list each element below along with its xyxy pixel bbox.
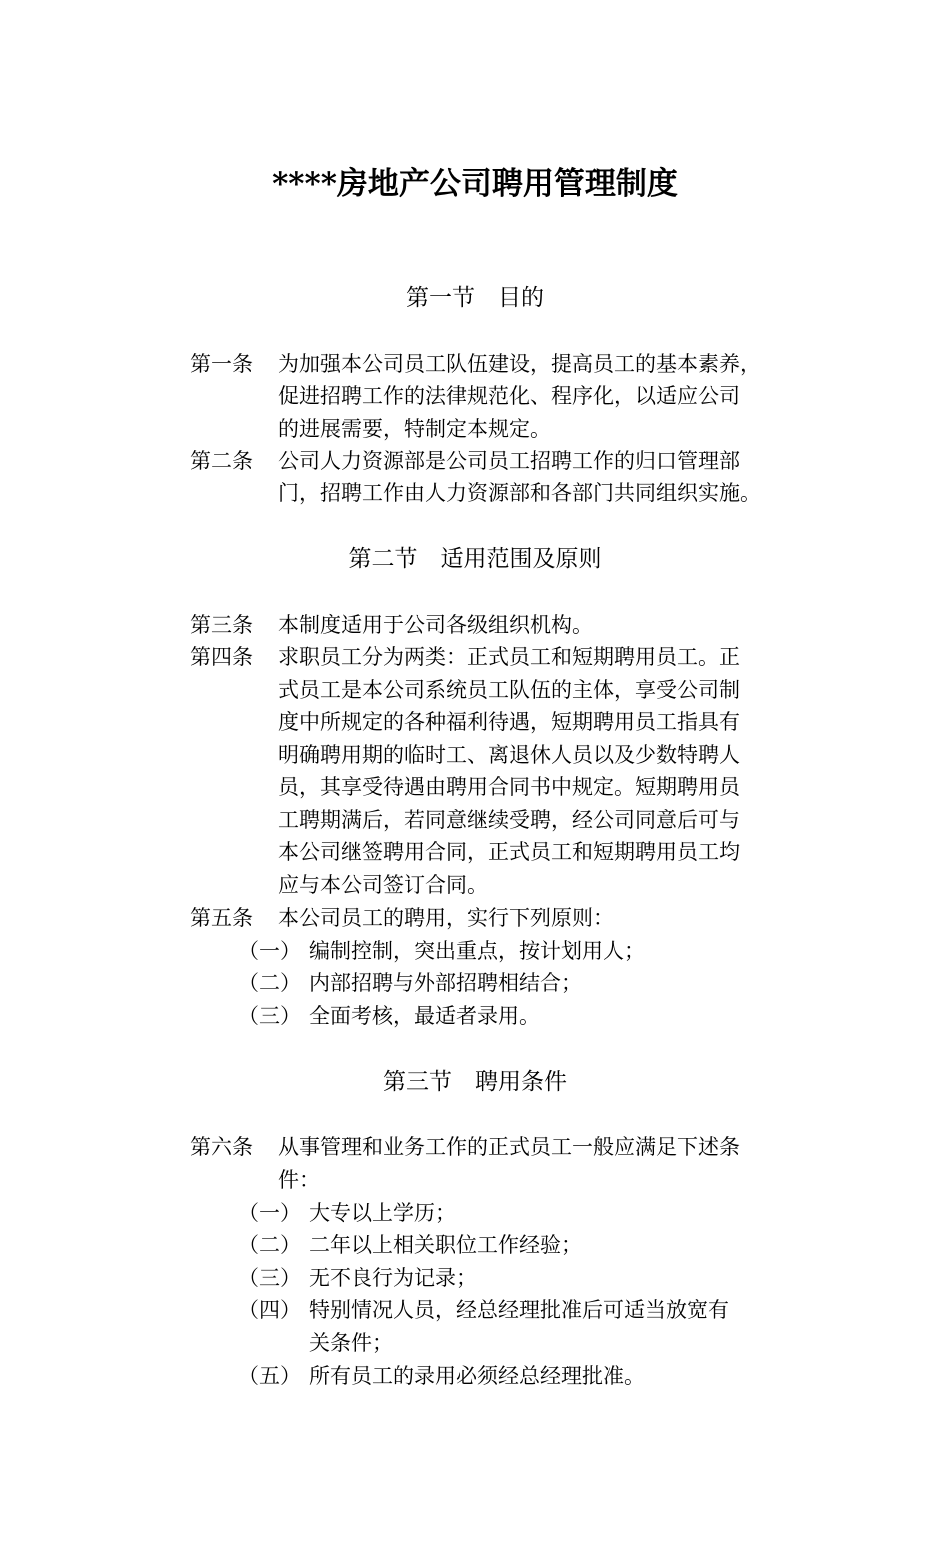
section-heading-1: 第一节 目的	[406, 285, 544, 311]
item-text: 大专以上学历；	[309, 1201, 456, 1225]
article-5-line-1: 本公司员工的聘用，实行下列原则：	[278, 906, 614, 930]
item-text: 无不良行为记录；	[309, 1266, 477, 1290]
article-4-line-5: 员，其享受待遇由聘用合同书中规定。短期聘用员	[278, 775, 740, 799]
article-label-3: 第三条	[190, 613, 253, 637]
item-label: （四）	[238, 1298, 301, 1322]
item-text: 全面考核，最适者录用。	[309, 1004, 540, 1028]
item-label: （二）	[238, 971, 301, 995]
item-label: （三）	[238, 1266, 301, 1290]
item-label: （一）	[238, 1201, 301, 1225]
article-2-line-2: 门，招聘工作由人力资源部和各部门共同组织实施。	[278, 481, 761, 505]
item-text: 关条件；	[309, 1331, 393, 1355]
article-4-line-6: 工聘期满后，若同意继续受聘，经公司同意后可与	[278, 808, 740, 832]
article-label-2: 第二条	[190, 449, 253, 473]
item-text: 所有员工的录用必须经总经理批准。	[309, 1364, 645, 1388]
article-3-line-1: 本制度适用于公司各级组织机构。	[278, 613, 593, 637]
article-4-line-3: 度中所规定的各种福利待遇，短期聘用员工指具有	[278, 710, 740, 734]
item-text: 内部招聘与外部招聘相结合；	[309, 971, 582, 995]
article-2-line-1: 公司人力资源部是公司员工招聘工作的归口管理部	[278, 449, 740, 473]
item-label: （二）	[238, 1233, 301, 1257]
article-1-line-2: 促进招聘工作的法律规范化、程序化，以适应公司	[278, 384, 740, 408]
article-4-line-2: 式员工是本公司系统员工队伍的主体，享受公司制	[278, 678, 740, 702]
item-text: 特别情况人员，经总经理批准后可适当放宽有	[309, 1298, 729, 1322]
section-heading-3: 第三节 聘用条件	[383, 1069, 567, 1095]
article-4-line-7: 本公司继签聘用合同，正式员工和短期聘用员工均	[278, 840, 740, 864]
article-label-5: 第五条	[190, 906, 253, 930]
section-heading-2: 第二节 适用范围及原则	[348, 546, 602, 572]
article-1-line-1: 为加强本公司员工队伍建设，提高员工的基本素养，	[278, 352, 761, 376]
article-4-line-4: 明确聘用期的临时工、离退休人员以及少数特聘人	[278, 743, 740, 767]
article-6-line-1: 从事管理和业务工作的正式员工一般应满足下述条	[278, 1135, 740, 1159]
item-label: （五）	[238, 1364, 301, 1388]
article-6-line-2: 件：	[278, 1168, 320, 1192]
article-4-line-1: 求职员工分为两类：正式员工和短期聘用员工。正	[278, 645, 740, 669]
article-label-4: 第四条	[190, 645, 253, 669]
item-text: 二年以上相关职位工作经验；	[309, 1233, 582, 1257]
item-label: （一）	[238, 939, 301, 963]
document-title: ****房地产公司聘用管理制度	[272, 166, 678, 202]
article-label-1: 第一条	[190, 352, 253, 376]
item-text: 编制控制，突出重点，按计划用人；	[309, 939, 645, 963]
item-label: （三）	[238, 1004, 301, 1028]
article-1-line-3: 的进展需要，特制定本规定。	[278, 417, 551, 441]
article-4-line-8: 应与本公司签订合同。	[278, 873, 488, 897]
article-label-6: 第六条	[190, 1135, 253, 1159]
